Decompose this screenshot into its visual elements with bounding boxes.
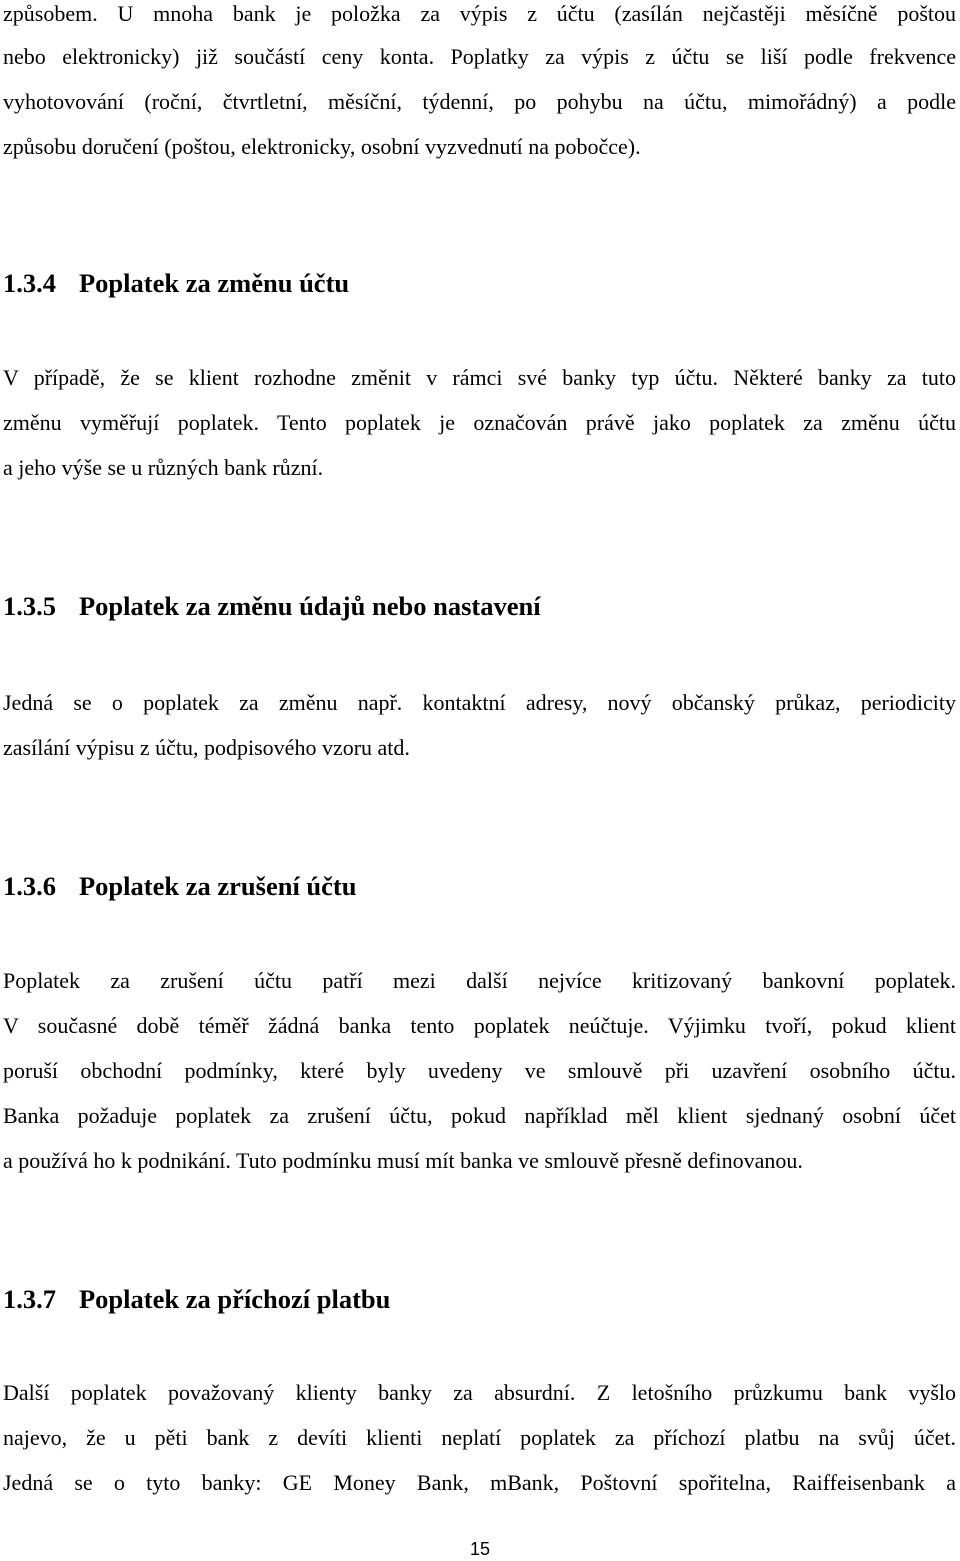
paragraph-line: najevo, že u pěti bank z devíti klienti neplatí poplatek za příchozí platbu na svůj účet. <box>3 1425 956 1450</box>
paragraph-line: poruší obchodní podmínky, které byly uvedeny ve smlouvě při uzavření osobního účtu. <box>3 1058 956 1083</box>
section-title: Poplatek za změnu účtu <box>79 268 350 298</box>
paragraph-line: Jedná se o tyto banky: GE Money Bank, mBank, Poštovní spořitelna, Raiffeisenbank a <box>3 1470 956 1495</box>
paragraph-line: a jeho výše se u různých bank různí. <box>3 455 324 480</box>
section-heading <box>3 267 903 299</box>
paragraph-line: Poplatek za zrušení účtu patří mezi další nejvíce kritizovaný bankovní poplatek. <box>3 968 956 993</box>
paragraph-line: způsobem. U mnoha bank je položka za výpis z účtu (zasílán nejčastěji měsíčně poštou <box>3 1 956 26</box>
paragraph-line: změnu vyměřují poplatek. Tento poplatek je označován právě jako poplatek za změnu účtu <box>3 410 956 435</box>
paragraph-line: V případě, že se klient rozhodne změnit v rámci své banky typ účtu. Některé banky za tuto <box>3 365 956 390</box>
section-number: 1.3.6 <box>3 871 56 901</box>
section-number: 1.3.5 <box>3 591 56 621</box>
paragraph-line: způsobu doručení (poštou, elektronicky, osobní vyzvednutí na pobočce). <box>3 134 641 159</box>
paragraph-line: Jedná se o poplatek za změnu např. kontaktní adresy, nový občanský průkaz, periodicity <box>3 690 956 715</box>
section-number: 1.3.7 <box>3 1284 56 1314</box>
paragraph-line: vyhotovování (roční, čtvrtletní, měsíční, týdenní, po pohybu na účtu, mimořádný) a podle <box>3 89 956 114</box>
section-heading <box>3 590 903 622</box>
paragraph-line: zasílání výpisu z účtu, podpisového vzoru atd. <box>3 735 410 760</box>
paragraph-line: V současné době téměř žádná banka tento poplatek neúčtuje. Výjimku tvoří, pokud klient <box>3 1013 956 1038</box>
section-number: 1.3.4 <box>3 268 56 298</box>
section-title: Poplatek za příchozí platbu <box>79 1284 391 1314</box>
paragraph-line: a používá ho k podnikání. Tuto podmínku musí mít banka ve smlouvě přesně definovanou. <box>3 1148 803 1173</box>
section-heading <box>3 1283 903 1315</box>
section-heading <box>3 870 903 902</box>
paragraph-line: nebo elektronicky) již součástí ceny konta. Poplatky za výpis z účtu se liší podle frekvence <box>3 44 956 69</box>
paragraph-line: Banka požaduje poplatek za zrušení účtu, pokud například měl klient sjednaný osobní účet <box>3 1103 956 1128</box>
section-title: Poplatek za zrušení účtu <box>79 871 357 901</box>
section-title: Poplatek za změnu údajů nebo nastavení <box>79 591 541 621</box>
page-number: 15 <box>469 1539 491 1559</box>
paragraph-line: Další poplatek považovaný klienty banky za absurdní. Z letošního průzkumu bank vyšlo <box>3 1380 956 1405</box>
